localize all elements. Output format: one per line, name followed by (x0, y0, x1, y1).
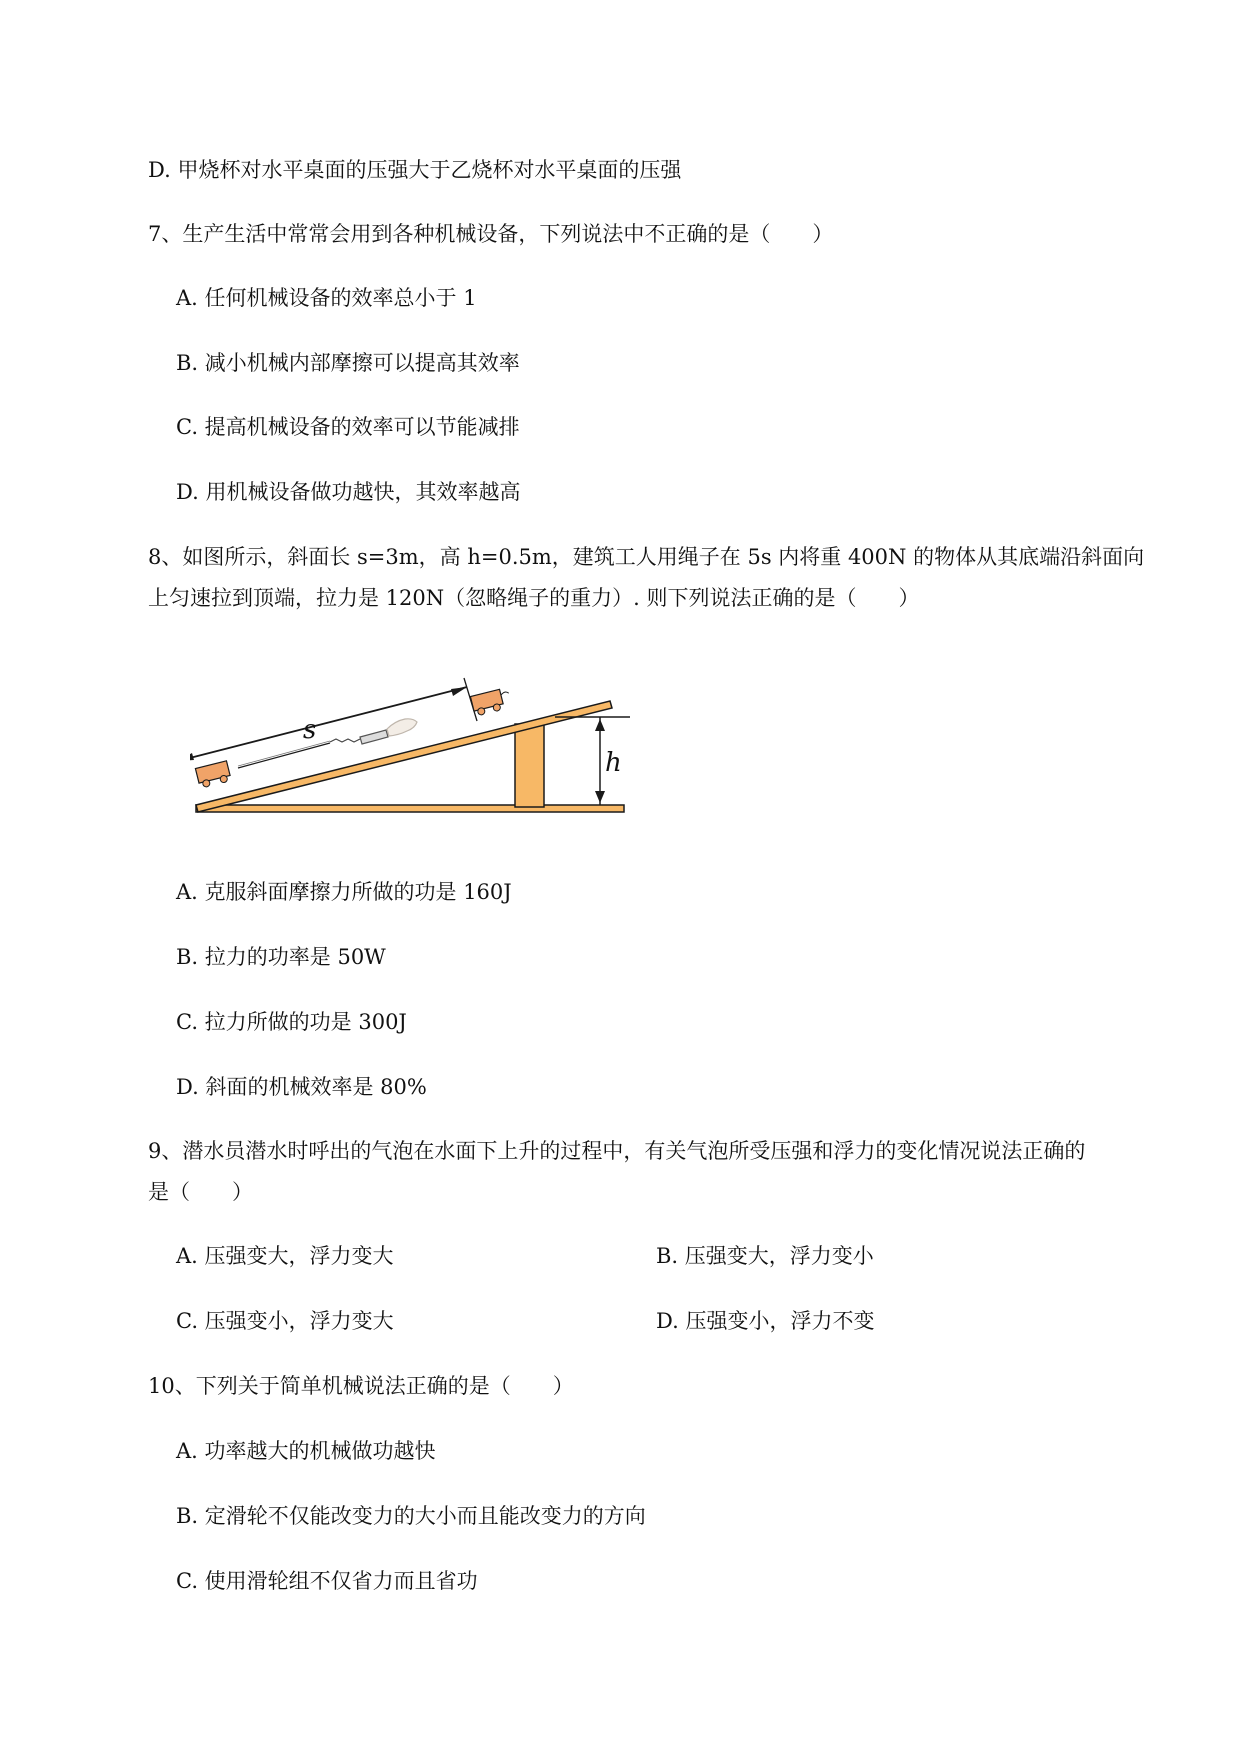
q9-option-d: D. 压强变小，浮力不变 (656, 1309, 875, 1333)
cart-bottom (195, 761, 231, 789)
q9-option-b: B. 压强变大，浮力变小 (656, 1244, 874, 1268)
q9-stem-line2: 是（ ） (148, 1180, 253, 1204)
incline-diagram (190, 665, 630, 830)
q7-option-a: A. 任何机械设备的效率总小于 1 (176, 286, 477, 310)
q10-option-c: C. 使用滑轮组不仅省力而且省功 (176, 1569, 478, 1593)
q8-stem-line2: 上匀速拉到顶端，拉力是 120N（忽略绳子的重力）. 则下列说法正确的是（ ） (148, 586, 920, 610)
height-label: h (605, 748, 622, 778)
cart-top (470, 687, 512, 716)
q10-option-b: B. 定滑轮不仅能改变力的大小而且能改变力的方向 (176, 1504, 646, 1528)
hand (387, 719, 417, 736)
spring-scale (330, 730, 388, 744)
q8-stem-line1: 8、如图所示，斜面长 s=3m，高 h=0.5m，建筑工人用绳子在 5s 内将重 400N 的物体从其底端沿斜面向 (148, 545, 1145, 569)
q6-option-d: D. 甲烧杯对水平桌面的压强大于乙烧杯对水平桌面的压强 (148, 158, 682, 182)
ground-board (196, 805, 624, 812)
support-post (515, 724, 544, 807)
q7-option-d: D. 用机械设备做功越快，其效率越高 (176, 480, 521, 504)
q7-stem: 7、生产生活中常常会用到各种机械设备，下列说法中不正确的是（ ） (148, 222, 834, 246)
q10-stem: 10、下列关于简单机械说法正确的是（ ） (148, 1374, 574, 1398)
q7-option-c: C. 提高机械设备的效率可以节能减排 (176, 415, 520, 439)
q8-option-d: D. 斜面的机械效率是 80% (176, 1075, 427, 1099)
q9-option-a: A. 压强变大，浮力变大 (176, 1244, 394, 1268)
q8-option-b: B. 拉力的功率是 50W (176, 945, 386, 969)
q8-option-c: C. 拉力所做的功是 300J (176, 1010, 407, 1034)
q10-option-a: A. 功率越大的机械做功越快 (176, 1439, 436, 1463)
q7-option-b: B. 减小机械内部摩擦可以提高其效率 (176, 351, 520, 375)
incline-plank (196, 701, 612, 812)
length-label: s (303, 715, 317, 745)
q9-stem-line1: 9、潜水员潜水时呼出的气泡在水面下上升的过程中，有关气泡所受压强和浮力的变化情况说法正确的 (148, 1139, 1086, 1163)
q8-option-a: A. 克服斜面摩擦力所做的功是 160J (176, 880, 512, 904)
q9-option-c: C. 压强变小，浮力变大 (176, 1309, 394, 1333)
